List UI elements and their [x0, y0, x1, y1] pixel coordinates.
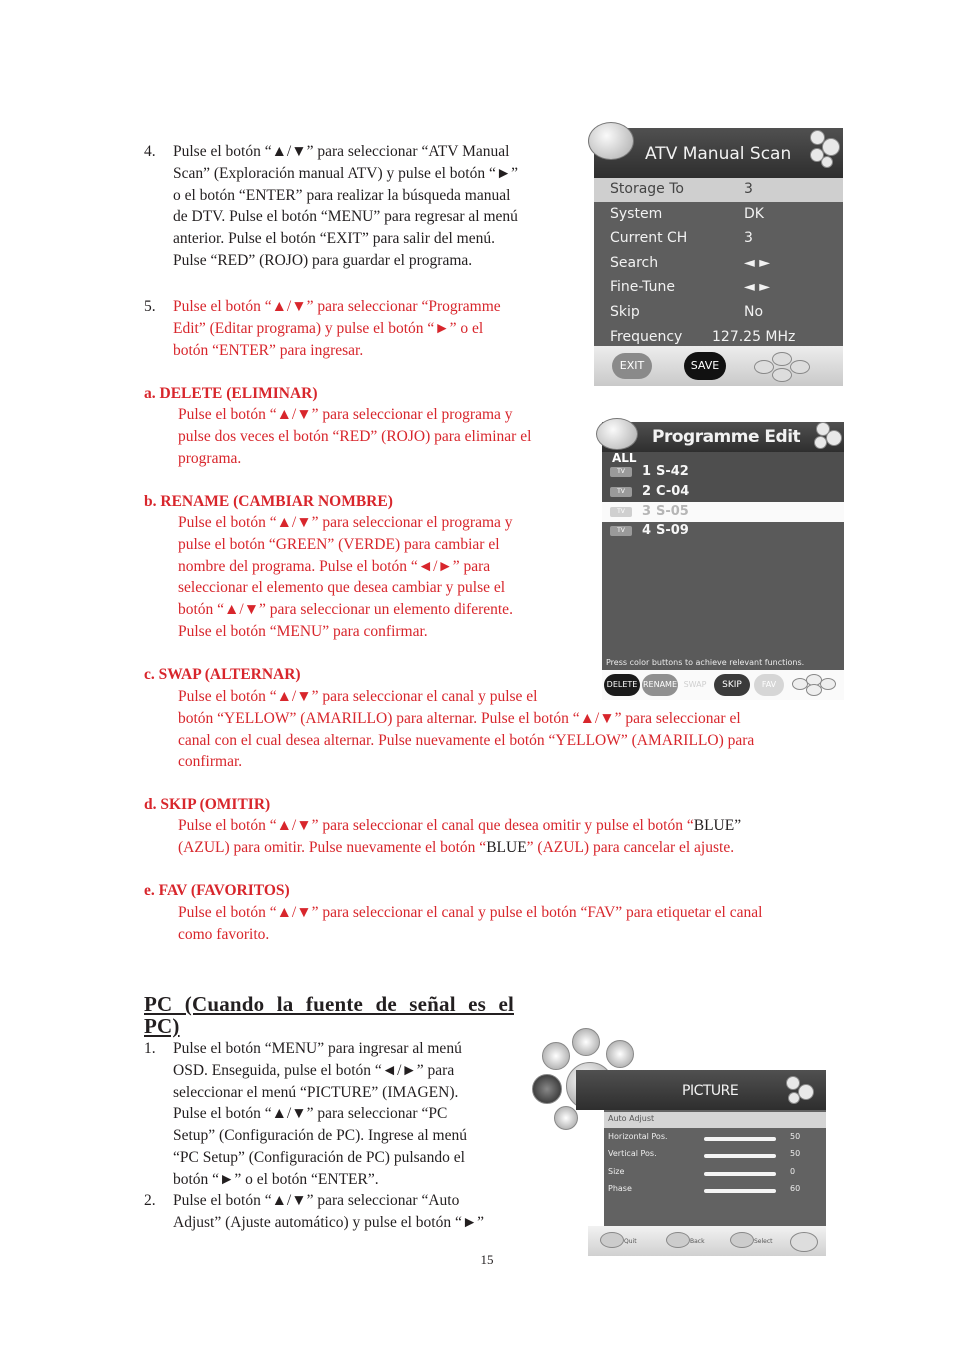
- text-line: OSD. Enseguida, pulse el botón “◄/►” para: [173, 1061, 455, 1079]
- text-line: botón “►” o el botón “ENTER”.: [173, 1170, 379, 1188]
- text-line: Edit” (Editar programa) y pulse el botón “►” o el: [173, 319, 484, 337]
- bubble-icon: [798, 1084, 814, 1100]
- text-line: Pulse el botón “MENU” para confirmar.: [178, 622, 428, 640]
- row-value: No: [744, 304, 764, 320]
- exit-button[interactable]: EXIT: [612, 353, 652, 379]
- row-label: Auto Adjust: [608, 1114, 655, 1123]
- text-run: (AZUL) para omitir. Pulse nuevamente el botón “: [178, 838, 487, 856]
- row-label: Frequency: [610, 328, 683, 345]
- text-line: Adjust” (Ajuste automático) y pulse el botón “►”: [173, 1213, 485, 1231]
- pc-step-2-number: 2.: [144, 1192, 156, 1209]
- page-number: 15: [480, 1252, 494, 1267]
- text-line: confirmar.: [178, 753, 243, 771]
- step-5-text: [173, 296, 563, 361]
- pc-step-2-text: [173, 1190, 523, 1234]
- text-run: Pulse el botón “▲/▼” para seleccionar el canal que desea omitir y pulse el botón “: [178, 817, 694, 834]
- osd-title: Programme Edit: [652, 427, 801, 447]
- programme-item[interactable]: [602, 504, 844, 522]
- satellite-icon: [596, 418, 638, 450]
- nav-pad-icon: [820, 678, 836, 690]
- section-e-text: [178, 902, 838, 946]
- row-value: DK: [744, 205, 764, 222]
- fav-button[interactable]: FAV: [754, 674, 784, 696]
- row-label: Current CH: [610, 230, 688, 247]
- swap-button[interactable]: SWAP: [683, 680, 707, 689]
- text-line: Pulse “RED” (ROJO) para guardar el programa.: [173, 251, 473, 269]
- text-line: Pulse el botón “▲/▼” para seleccionar el programa y: [178, 514, 513, 531]
- section-b-text: [178, 512, 578, 643]
- text-line: Pulse el botón “▲/▼” para seleccionar “Auto: [173, 1192, 460, 1209]
- heading-line: PC (Cuando la fuente de señal es el: [144, 992, 514, 1016]
- tv-tag: TV: [610, 507, 632, 517]
- programme-item[interactable]: [602, 464, 844, 482]
- select-icon: [730, 1232, 754, 1248]
- osd-title: PICTURE: [682, 1083, 739, 1099]
- level-bar[interactable]: [704, 1137, 776, 1141]
- section-c-title: c. SWAP (ALTERNAR): [144, 666, 301, 683]
- text-line: pulse dos veces el botón “RED” (ROJO) para eliminar el: [178, 427, 532, 445]
- text-line: Pulse el botón “▲/▼” para seleccionar “PC: [173, 1105, 448, 1123]
- text-line: Pulse el botón “▲/▼” para seleccionar el canal y pulse el: [178, 688, 538, 705]
- text-line: botón “YELLOW” (AMARILLO) para alternar. Pulse el botón “▲/▼” para seleccionar el: [178, 709, 741, 727]
- osd-title: ATV Manual Scan: [645, 144, 792, 164]
- tv-tag: TV: [610, 487, 632, 497]
- quit-icon: [600, 1232, 624, 1248]
- nav-pad-icon: [772, 352, 792, 366]
- osd-row[interactable]: [594, 181, 843, 201]
- row-value: ◄ ►: [744, 254, 770, 271]
- text-run: ” (AZUL) para cancelar el ajuste.: [526, 838, 735, 856]
- osd-row[interactable]: [594, 304, 843, 324]
- step-4-text: [173, 141, 563, 272]
- level-bar[interactable]: [704, 1154, 776, 1158]
- row-label: Phase: [608, 1184, 632, 1193]
- programme-item[interactable]: [602, 523, 844, 541]
- bubble-icon: [821, 156, 833, 168]
- footer-label: Select: [754, 1238, 773, 1245]
- row-label: Horizontal Pos.: [608, 1131, 668, 1141]
- programme-number: 4: [642, 523, 652, 538]
- footer-label: Back: [690, 1238, 705, 1245]
- programme-name: S-09: [656, 523, 689, 538]
- section-a-text: [178, 404, 578, 469]
- picture-row[interactable]: [604, 1184, 826, 1198]
- bubble-icon: [826, 430, 842, 446]
- picture-menu-screenshot: [532, 1026, 828, 1258]
- programme-name: S-05: [656, 504, 689, 519]
- row-value: 3: [744, 230, 753, 247]
- programme-number: 2: [642, 484, 652, 499]
- rename-button[interactable]: RENAME: [642, 674, 678, 696]
- text-line: Pulse el botón “▲/▼” para seleccionar el canal y pulse el botón “FAV” para etiquetar el canal: [178, 904, 763, 921]
- nav-pad-icon: [790, 360, 810, 374]
- bubble-icon: [814, 436, 827, 449]
- tv-tag: TV: [610, 526, 632, 536]
- picture-row[interactable]: [604, 1114, 826, 1128]
- row-label: Vertical Pos.: [608, 1149, 657, 1158]
- footer-label: Quit: [624, 1238, 637, 1245]
- osd-row[interactable]: [594, 279, 843, 299]
- section-d-text: [178, 815, 828, 859]
- row-label: Storage To: [610, 181, 684, 197]
- text-line: nombre del programa. Pulse el botón “◄/►” para: [178, 557, 491, 575]
- row-label: Search: [610, 254, 659, 271]
- row-value: 60: [790, 1184, 801, 1193]
- text-line: Scan” (Exploración manual ATV) y pulse el botón “►”: [173, 164, 519, 182]
- satellite-icon: [588, 122, 634, 160]
- step-4-number: 4.: [144, 143, 156, 160]
- row-value: 127.25 MHz: [712, 328, 796, 345]
- menu-icon: [532, 1074, 562, 1104]
- row-value: 0: [790, 1166, 796, 1176]
- osd-row[interactable]: [594, 230, 843, 250]
- section-d-title: d. SKIP (OMITIR): [144, 796, 271, 813]
- row-label: Skip: [610, 304, 640, 320]
- text-line: [178, 815, 828, 837]
- save-button[interactable]: SAVE: [684, 352, 726, 380]
- menu-icon: [542, 1042, 570, 1070]
- nav-pad-icon: [754, 360, 774, 374]
- programme-name: S-42: [656, 464, 689, 479]
- row-value: 50: [790, 1149, 801, 1158]
- row-label: Size: [608, 1166, 625, 1176]
- text-line: Pulse el botón “▲/▼” para seleccionar el programa y: [178, 406, 513, 423]
- text-line: Pulse el botón “▲/▼” para seleccionar “Programme: [173, 298, 501, 315]
- text-line: [178, 837, 828, 859]
- row-value: ◄ ►: [744, 279, 770, 296]
- text-line: pulse el botón “GREEN” (VERDE) para cambiar el: [178, 535, 500, 553]
- level-bar[interactable]: [704, 1189, 776, 1193]
- programme-name: C-04: [656, 484, 690, 499]
- programme-edit-screenshot: [596, 418, 844, 700]
- row-label: System: [610, 205, 663, 222]
- row-value: 50: [790, 1131, 801, 1141]
- text-run: BLUE”: [693, 817, 742, 834]
- picture-row[interactable]: [604, 1167, 826, 1181]
- text-line: seleccionar el elemento que desea cambiar y pulse el: [178, 579, 506, 597]
- level-bar[interactable]: [704, 1172, 776, 1176]
- text-line: Pulse el botón “▲/▼” para seleccionar “ATV Manual: [173, 143, 510, 160]
- text-line: “PC Setup” (Configuración de PC) pulsando el: [173, 1148, 465, 1166]
- all-label: ALL: [612, 451, 637, 465]
- osd-row[interactable]: [594, 206, 843, 226]
- osd-row[interactable]: [594, 255, 843, 275]
- pc-section-heading: [144, 993, 514, 1037]
- text-line: programa.: [178, 449, 242, 467]
- menu-icon: [606, 1040, 634, 1068]
- text-line: como favorito.: [178, 925, 270, 943]
- section-b-title: b. RENAME (CAMBIAR NOMBRE): [144, 493, 393, 510]
- pc-step-1-number: 1.: [144, 1040, 156, 1057]
- nav-pad-icon: [790, 1232, 818, 1252]
- picture-row[interactable]: [604, 1132, 826, 1146]
- row-label: Fine-Tune: [610, 279, 675, 296]
- text-line: canal con el cual desea alternar. Pulse nuevamente el botón “YELLOW” (AMARILLO) para: [178, 731, 755, 749]
- programme-number: 3: [642, 504, 652, 519]
- back-icon: [666, 1232, 690, 1248]
- text-line: Pulse el botón “MENU” para ingresar al menú: [173, 1040, 462, 1057]
- pc-step-1-text: [173, 1038, 523, 1191]
- heading-line: PC): [144, 1014, 180, 1038]
- picture-row[interactable]: [604, 1149, 826, 1163]
- text-line: Setup” (Configuración de PC). Ingrese al menú: [173, 1127, 467, 1145]
- bubble-icon: [788, 1092, 800, 1104]
- row-value: 3: [744, 181, 753, 197]
- programme-item[interactable]: [602, 484, 844, 502]
- section-e-title: e. FAV (FAVORITOS): [144, 882, 290, 899]
- programme-number: 1: [642, 464, 652, 479]
- skip-button[interactable]: SKIP: [714, 674, 750, 696]
- text-line: anterior. Pulse el botón “EXIT” para salir del menú.: [173, 230, 495, 248]
- section-a-title: a. DELETE (ELIMINAR): [144, 385, 318, 402]
- text-line: seleccionar el menú “PICTURE” (IMAGEN).: [173, 1083, 459, 1101]
- text-line: de DTV. Pulse el botón “MENU” para regresar al menú: [173, 208, 518, 226]
- list-bottom: [602, 522, 844, 670]
- bubble-icon: [822, 138, 840, 156]
- text-line: botón “ENTER” para ingresar.: [173, 341, 364, 359]
- menu-icon: [572, 1028, 600, 1056]
- text-run: BLUE: [486, 838, 527, 856]
- atv-manual-scan-screenshot: [588, 122, 843, 387]
- menu-icon: [554, 1106, 578, 1130]
- text-line: o el botón “ENTER” para realizar la búsqueda manual: [173, 186, 511, 204]
- text-line: botón “▲/▼” para seleccionar un elemento diferente.: [178, 601, 513, 619]
- nav-pad-icon: [772, 368, 792, 382]
- delete-button[interactable]: DELETE: [604, 674, 640, 696]
- hint-text: Press color buttons to achieve relevant functions.: [606, 658, 805, 667]
- tv-tag: TV: [610, 467, 632, 477]
- step-5-number: 5.: [144, 298, 156, 315]
